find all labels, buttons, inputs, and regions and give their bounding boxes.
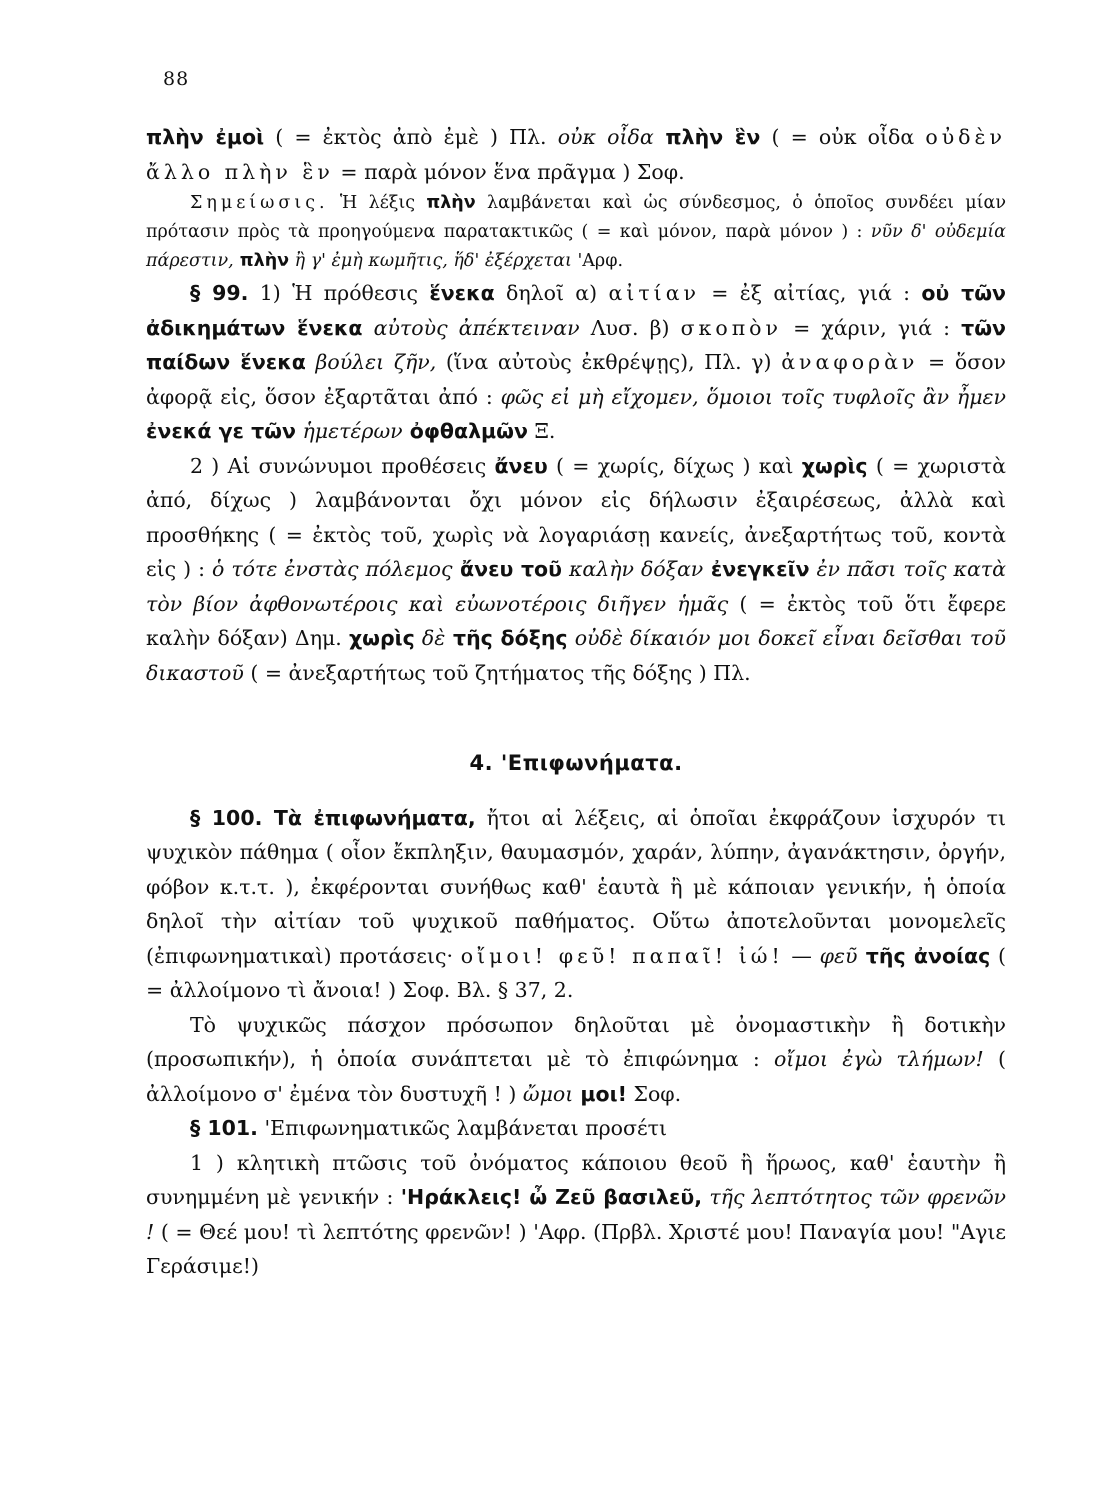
- italic-phrase: φεῦ: [819, 943, 858, 968]
- text-run: = ὅσον ἀφορᾷ εἰς, ὅσον ἐξαρτᾶται ἀπό :: [146, 350, 1006, 409]
- section-number: § 101.: [190, 1116, 258, 1140]
- bold-phrase: πλὴν: [426, 193, 476, 213]
- text-run: —: [783, 943, 820, 968]
- paragraph-plen: [146, 120, 1006, 189]
- bold-phrase: ἄνευ τοῦ: [452, 557, 562, 581]
- italic-phrase: ἢ γ' ἐμὴ κωμῆτις, ἥδ' ἐξέρχεται: [289, 251, 572, 271]
- section-101-paragraph: [146, 1111, 1006, 1146]
- text-run: 'Επιφωνηματικῶς λαμβάνεται προσέτι: [257, 1116, 668, 1140]
- italic-phrase: ὁ τότε ἐνστὰς πόλεμος: [212, 557, 453, 581]
- text-run: λαμβάνεται καὶ ὡς σύνδεσμος, ὁ ὁποῖος συνδέει μίαν πρότασιν πρὸς τὰ προηγούμενα παρατακτικῶς ( = καὶ μόνον, παρὰ μόνον ) :: [146, 193, 1006, 242]
- text-run: ( = ἀλλοίμονο τὶ ἄνοια! ) Σοφ. Βλ. § 37, 2.: [146, 943, 1007, 1002]
- italic-phrase: βούλει ζῆν,: [305, 350, 437, 374]
- page-number: 88: [163, 68, 190, 90]
- bold-phrase: ἕνεκα: [429, 281, 495, 305]
- italic-phrase: οὐκ οἶδα: [557, 125, 654, 149]
- text-run: 1 ) κλητικὴ πτῶσις τοῦ ὀνόματος κάποιου θεοῦ ἢ ἥρωος, καθ' ἑαυτὴν ἢ συνημμένη μὲ γενικήν :: [146, 1150, 1006, 1209]
- text-run: ( = Θεέ μου! τὶ λεπτότης φρενῶν! ) 'Αφρ. (Πρβλ. Χριστέ μου! Παναγία μου! "Αγιε Γεράσιμε!): [146, 1219, 1006, 1278]
- text-run: = χάριν, γιά :: [782, 315, 962, 340]
- text-run: ἤτοι αἱ λέξεις, αἱ ὁποῖαι ἐκφράζουν ἰσχυρόν τι ψυχικὸν πάθημα ( οἷον ἔκπληξιν, θαυμασμόν, χαράν, λύπην, ἀγανάκτησιν, ὀργήν, φόβον κ.τ.τ. ), ἐκφέρονται συνήθως καθ' ἑαυτὰ ἢ μὲ κάποιαν γενικήν, ἡ ὁποία δηλοῖ τὴν αἰτίαν τοῦ ψυχικοῦ παθήματος. Οὕτω ἀποτελοῦνται μονομελεῖς (ἐπιφωνηματικαὶ) προτάσεις·: [146, 805, 1006, 968]
- section-number: § 100.: [190, 805, 263, 830]
- text-run: 'Αρφ.: [571, 251, 624, 271]
- italic-phrase: φῶς εἰ μὴ εἴχομεν, ὅμοιοι τοῖς τυφλοῖς ἂν ἦμεν: [500, 384, 1006, 409]
- bold-phrase: τῶν παίδων ἕνεκα: [146, 315, 1006, 374]
- text-run: Λυσ. β): [579, 315, 681, 340]
- text-run: Ξ.: [527, 419, 556, 443]
- text-run: 2 ) Αἱ συνώνυμοι προθέσεις: [190, 453, 495, 478]
- bold-phrase: χωρὶς: [348, 626, 415, 650]
- vocative-paragraph: [146, 1146, 1006, 1284]
- section-100-paragraph: [146, 801, 1006, 1008]
- text-run: = παρὰ μόνον ἕνα πρᾶγμα ) Σοφ.: [333, 159, 685, 184]
- spaced-phrase: οἴμοι! φεῦ! παπαῖ! ἰώ!: [460, 943, 784, 968]
- bold-phrase: ἐνεκά γε τῶν: [146, 419, 296, 443]
- bold-phrase: πλὴν ἐμοὶ: [146, 125, 265, 149]
- italic-phrase: ὤμοι: [522, 1081, 574, 1106]
- bold-phrase: πλὴν ἓν: [653, 125, 761, 149]
- section-heading: 4. 'Επιφωνήματα.: [469, 751, 683, 775]
- text-run: ( = ἀνεξαρτήτως τοῦ ζητήματος τῆς δόξης ) Πλ.: [243, 660, 751, 685]
- italic-phrase: δὲ: [414, 626, 446, 650]
- dative-paragraph: [146, 1008, 1006, 1112]
- italic-phrase: καλὴν δόξαν: [561, 557, 704, 581]
- text-run: ( = ἐκτὸς τοῦ ὅτι ἔφερε καλὴν δόξαν) Δημ.: [146, 591, 1007, 650]
- bold-phrase: Τὰ ἐπιφωνήματα,: [262, 805, 476, 830]
- bold-phrase: ὀφθαλμῶν: [402, 419, 528, 443]
- italic-phrase: αὐτοὺς ἀπέκτειναν: [362, 315, 580, 340]
- text-run: Τὸ ψυχικῶς πάσχον πρόσωπον δηλοῦται μὲ ὀνομαστικὴν ἢ δοτικὴν (προσωπικήν), ἡ ὁποία συνάπτεται μὲ τὸ ἐπιφώνημα :: [146, 1012, 1006, 1071]
- italic-phrase: οὐδὲ δίκαιόν μοι δοκεῖ εἶναι δεῖσθαι τοῦ δικαστοῦ: [146, 626, 1006, 685]
- text-run: ( = χωριστὰ ἀπό, δίχως ) λαμβάνονται ὄχι μόνον εἰς δήλωσιν ἐξαιρέσεως, ἀλλὰ καὶ προσθήκης ( = ἐκτὸς τοῦ, χωρὶς νὰ λογαριάσῃ κανείς, ἀνεξαρτήτως τοῦ, κοντὰ εἰς ) :: [146, 453, 1006, 581]
- text-run: ( = χωρίς, δίχως ) καὶ: [547, 453, 802, 478]
- italic-phrase: οἴμοι ἐγὼ τλήμων!: [773, 1047, 984, 1071]
- note-label: Σημείωσις.: [190, 193, 329, 213]
- text-run: ( = ἐκτὸς ἀπὸ ἐμὲ ) Πλ.: [264, 125, 558, 149]
- spaced-phrase: ἀναφορὰν: [781, 350, 919, 374]
- text-run: δηλοῖ α): [494, 281, 609, 305]
- section-number: § 99.: [190, 281, 249, 305]
- bold-phrase: 'Ηράκλεις! ὦ Ζεῦ βασιλεῦ,: [400, 1185, 702, 1209]
- text-run: = ἐξ αἰτίας, γιά :: [700, 281, 922, 305]
- bold-phrase: ἐνεγκεῖν: [703, 557, 810, 581]
- text-run: Σοφ.: [626, 1081, 682, 1106]
- spaced-phrase: σκοπὸν: [680, 315, 782, 340]
- text-run: (ἵνα αὐτοὺς ἐκθρέψῃς), Πλ. γ): [436, 350, 782, 374]
- spaced-phrase: αἰτίαν: [608, 281, 701, 305]
- bold-phrase: χωρὶς: [801, 453, 868, 478]
- bold-phrase: μοι!: [573, 1081, 627, 1106]
- italic-phrase: ἡμετέρων: [295, 419, 403, 443]
- prepositions-paragraph: [146, 449, 1006, 691]
- bold-phrase: πλὴν: [233, 251, 290, 271]
- italic-phrase: νῦν δ' οὐδεμία πάρεστιν,: [146, 222, 1006, 271]
- bold-phrase: τῆς ἀνοίας: [857, 943, 991, 968]
- note-paragraph: [146, 189, 1006, 276]
- page-body: [146, 120, 1006, 1284]
- italic-phrase: ἐν πᾶσι τοῖς κατὰ τὸν βίον ἀφθονωτέροις καὶ εὐωνοτέροις διῆγεν ἡμᾶς: [146, 557, 1006, 616]
- text-run: Ἡ λέξις: [328, 193, 427, 213]
- bold-phrase: οὐ τῶν ἀδικημάτων ἕνεκα: [146, 281, 1007, 340]
- section-99-paragraph: [146, 276, 1006, 449]
- bold-phrase: ἄνευ: [494, 453, 548, 478]
- text-run: ( ἀλλοίμονο σ' ἐμένα τὸν δυστυχῆ ! ): [146, 1047, 1007, 1106]
- bold-phrase: τῆς δόξης: [445, 626, 568, 650]
- text-run: ( = οὐκ οἶδα: [760, 125, 926, 149]
- spaced-phrase: οὐδὲν ἄλλο πλὴν ἓν: [146, 125, 1006, 184]
- text-run: 1) Ἡ πρόθεσις: [248, 281, 430, 305]
- italic-phrase: τῆς λεπτότητος τῶν φρενῶν !: [146, 1185, 1006, 1244]
